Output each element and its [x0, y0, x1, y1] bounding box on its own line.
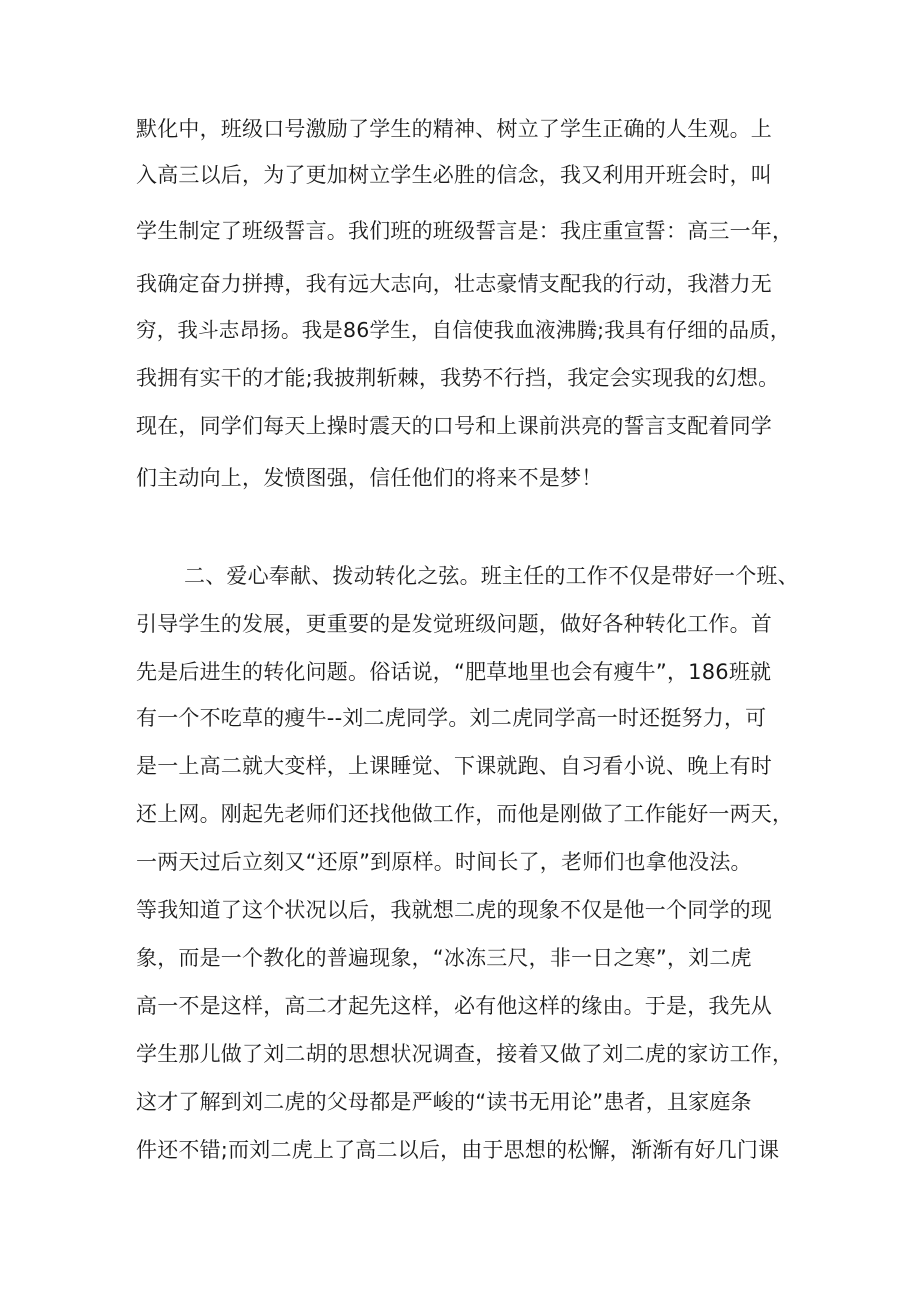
paragraph-2-line: 件还不错;而刘二虎上了高二以后，由于思想的松懈，渐渐有好几门课: [136, 1138, 780, 1162]
paragraph-2-line: 这才了解到刘二虎的父母都是严峻的“读书无用论”患者，且家庭条: [136, 1090, 752, 1114]
paragraph-1-line: 我拥有实干的才能;我披荆斩棘，我势不行挡，我定会实现我的幻想。: [136, 366, 780, 390]
paragraph-2-line: 象，而是一个教化的普遍现象，“冰冻三尺，非一日之寒”，刘二虎: [136, 946, 752, 970]
paragraph-1-line: 们主动向上，发愤图强，信任他们的将来不是梦！: [136, 466, 603, 490]
paragraph-2-line: 有一个不吃草的瘦牛--刘二虎同学。刘二虎同学高一时还挺努力，可: [136, 706, 767, 730]
paragraph-2-line: 还上网。刚起先老师们还找他做工作，而他是刚做了工作能好一两天，: [136, 802, 794, 826]
paragraph-2-line: 二、爱心奉献、拨动转化之弦。班主任的工作不仅是带好一个班、: [184, 564, 799, 588]
paragraph-2-line: 高一不是这样，高二才起先这样，必有他这样的缘由。于是，我先从: [136, 994, 772, 1018]
paragraph-2-line: 是一上高二就大变样，上课睡觉、下课就跑、自习看小说、晚上有时: [136, 754, 772, 778]
paragraph-1-line: 入高三以后，为了更加树立学生必胜的信念，我又利用开班会时，叫: [136, 163, 772, 187]
paragraph-2-line: 等我知道了这个状况以后，我就想二虎的现象不仅是他一个同学的现: [136, 898, 772, 922]
paragraph-1-line: 默化中，班级口号激励了学生的精神、树立了学生正确的人生观。上: [136, 117, 772, 141]
paragraph-2-line: 一两天过后立刻又“还原”到原样。时间长了，老师们也拿他没法。: [136, 850, 752, 874]
paragraph-1-line: 现在，同学们每天上操时震天的口号和上课前洪亮的誓言支配着同学: [136, 414, 772, 438]
paragraph-2-line: 先是后进生的转化问题。俗话说，“肥草地里也会有瘦牛”，186班就: [136, 660, 772, 684]
paragraph-2-line: 学生那儿做了刘二胡的思想状况调查，接着又做了刘二虎的家访工作，: [136, 1042, 794, 1066]
paragraph-1-line: 穷，我斗志昂扬。我是86学生，自信使我血液沸腾;我具有仔细的品质，: [136, 318, 791, 342]
paragraph-1-line: 学生制定了班级誓言。我们班的班级誓言是：我庄重宣誓：高三一年，: [136, 219, 794, 243]
paragraph-1-line: 我确定奋力拼搏，我有远大志向，壮志豪情支配我的行动，我潜力无: [136, 272, 772, 296]
paragraph-2-line: 引导学生的发展，更重要的是发觉班级问题，做好各种转化工作。首: [136, 612, 772, 636]
